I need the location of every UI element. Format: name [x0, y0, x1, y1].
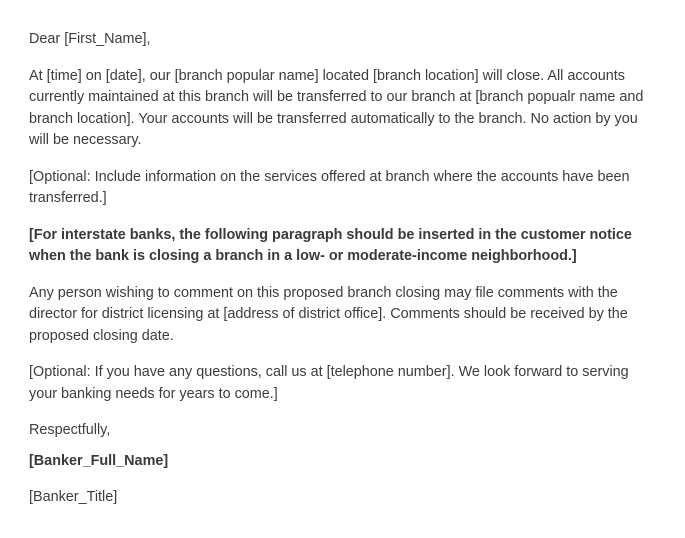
salutation: Dear [First_Name],	[29, 31, 151, 47]
paragraph-optional-services: [Optional: Include information on the services offered at branch where the accounts have been transferred.]	[29, 168, 630, 206]
signature-name: [Banker_Full_Name]	[29, 452, 169, 469]
paragraph-interstate-note: [For interstate banks, the following paragraph should be inserted in the customer notice when the bank is closing a branch in a low- or moderate-income neighborhood.]	[29, 226, 632, 264]
letter-body	[29, 29, 655, 524]
paragraph-branch-closing: At [time] on [date], our [branch popular name] located [branch location] will close. All accounts currently maintained at this branch will be transferred to our branch at [branch popualr name and branch location]. Your accounts will be transferred automatically to the branch. No action by you will be necessary.	[29, 67, 644, 148]
closing: Respectfully,	[29, 422, 111, 438]
paragraph-optional-contact: [Optional: If you have any questions, call us at [telephone number]. We look forward to serving your banking needs for years to come.]	[29, 364, 629, 402]
signature-title: [Banker_Title]	[29, 489, 118, 505]
paragraph-comments: Any person wishing to comment on this proposed branch closing may file comments with the director for district licensing at [address of district office]. Comments should be received by the proposed closing date.	[29, 284, 628, 344]
